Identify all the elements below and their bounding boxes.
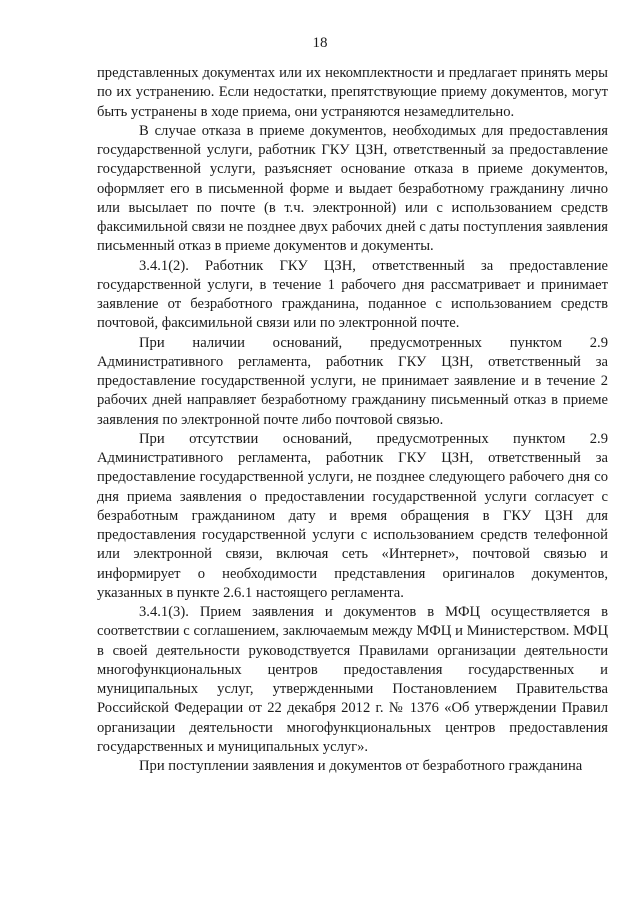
page-number: 18 (312, 35, 328, 51)
paragraph-3-4-1-3: 3.4.1(3). Прием заявления и документов в МФЦ осуществляется в соответствии с соглашением, заключаемым между МФЦ и Министерством. МФЦ в своей деятельности руководствуется Правилами организации деятельности многофункциональных центров предоставления государственных и муниципальных услуг, утвержденными Постановлением Правительства Российской Федерации от 22 декабря 2012 г. № 1376 «Об утверждении Правил организации деятельности многофункциональных центров предоставления государственных и муниципальных услуг». (97, 604, 608, 755)
paragraph-continuation: представленных документах или их некомплектности и предлагает принять меры по их устранению. Если недостатки, препятствующие приему документов, могут быть устранены в ходе приема, они устраняются незамедлительно. (97, 65, 608, 120)
paragraph-grounds-absent: При отсутствии оснований, предусмотренных пунктом 2.9 Административного регламента, работник ГКУ ЦЗН, ответственный за предоставление государственной услуги, не позднее следующего рабочего дня со дня приема заявления о предоставлении государственной услуги согласует с безработным гражданином дату и время обращения в ГКУ ЦЗН для предоставления государственной услуги с использованием средств телефонной или электронной связи, включая сеть «Интернет», почтовой связью и информирует о необходимости представления оригиналов документов, указанных в пункте 2.6.1 настоящего регламента. (97, 430, 608, 601)
paragraph-refusal-of-documents: В случае отказа в приеме документов, необходимых для предоставления государственной услуги, работник ГКУ ЦЗН, ответственный за предоставление государственной услуги, разъясняет основание отказа в приеме документов, оформляет его в письменной форме и выдает безработному гражданину лично или высылает по почте (в т.ч. электронной) или с использованием средств факсимильной связи не позднее двух рабочих дней с даты поступления заявления письменный отказ в приеме документов и документы. (97, 122, 608, 255)
document-body (97, 64, 608, 776)
paragraph-receipt-of-application: При поступлении заявления и документов от безработного гражданина (139, 758, 583, 774)
paragraph-3-4-1-2: 3.4.1(2). Работник ГКУ ЦЗН, ответственный за предоставление государственной услуги, в течение 1 рабочего дня рассматривает и принимает заявление от безработного гражданина, поданное с использованием средств почтовой, факсимильной связи или по электронной почте. (97, 257, 608, 332)
paragraph-grounds-present: При наличии оснований, предусмотренных пунктом 2.9 Административного регламента, работник ГКУ ЦЗН, ответственный за предоставление государственной услуги, не принимает заявление и в течение 2 рабочих дней направляет безработному гражданину письменный отказ в приеме заявления по электронной почте либо почтовой связью. (97, 334, 608, 428)
